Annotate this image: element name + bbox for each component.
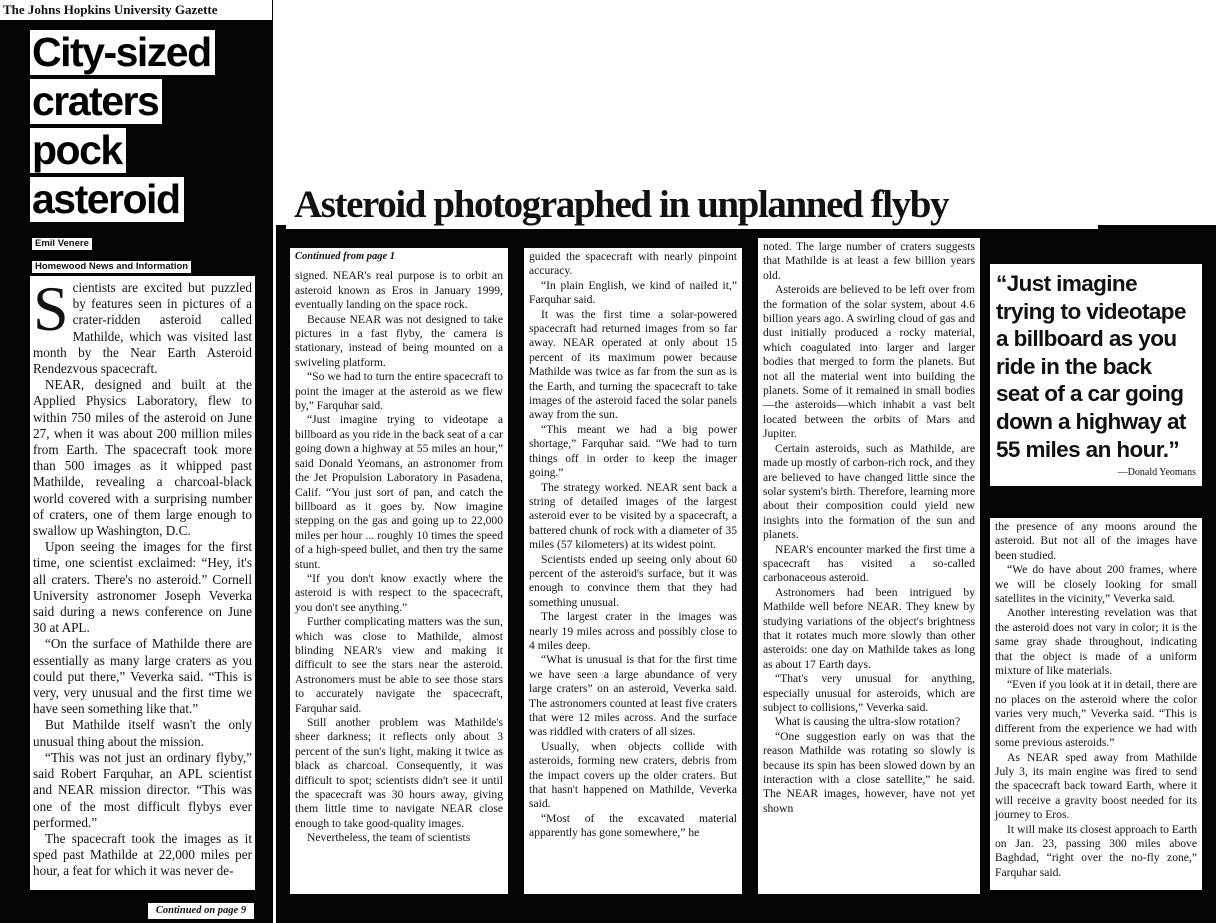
paragraph: NEAR, designed and built at the Applied Physics Laboratory, flew to within 750 miles of the asteroid on June 27, when it was about 200 million miles from Earth. The spacecraft took more than 500 images as it whipped past Mathilde, revealing a charcoal-black world covered with a surprising number of craters, one of them large enough to swallow up Washington, D.C. [33, 377, 252, 539]
paragraph: “What is unusual is that for the first time we have seen a large abundance of very large craters” on an asteroid, Veverka said. The astronomers counted at least five craters that were 12 miles across. And the surface was riddled with craters of all sizes. [529, 653, 737, 739]
paragraph: Asteroids are believed to be left over from the formation of the solar system, about 4.6 billion years ago. A swirling cloud of gas and dust initially produced a rocky material, which coagulated into larger and larger bodies that merged to form the planets. But not all the material went into building the planets. Some of it remained in small bodies—the asteroids—which inhabit a vast belt located between the orbits of Mars and Jupiter. [763, 283, 975, 441]
paragraph: Scientists ended up seeing only about 60 percent of the asteroid's surface, but it was enough to convince them that they had something unusual. [529, 552, 737, 609]
paragraph: “So we had to turn the entire spacecraft to point the imager at the asteroid as we flew by,” Farquhar said. [295, 370, 503, 413]
paragraph: Still another problem was Mathilde's sheer darkness; it reflects only about 3 percent of the sun's light, making it twice as black as charcoal. Consequently, it was difficult to spot; scientists didn't see it until the spacecraft was 30 hours away, giving them little time to navigate NEAR close enough to take good-quality images. [295, 716, 503, 830]
headline-word: craters [30, 79, 162, 124]
article-headline: Asteroid photographed in unplanned flyby [286, 181, 1098, 229]
paragraph: Nevertheless, the team of scientists [307, 831, 471, 845]
continued-from-label: Continued from page 1 [295, 251, 396, 262]
paragraph: “If you don't know exactly where the asteroid is with respect to the spacecraft, you don't see anything.” [295, 571, 503, 614]
continued-on-label[interactable]: Continued on page 9 [148, 903, 254, 919]
paragraph: “We do have about 200 frames, where we will be closely looking for small satellites in the vicinity,” Veverka said. [995, 563, 1197, 606]
paragraph: Another interesting revelation was that the asteroid does not vary in color; it is the same gray shade throughout, indicating that the object is made of a uniform mixture of like materials. [995, 606, 1197, 678]
paragraph: As NEAR sped away from Mathilde July 3, its main engine was fired to send the spacecraft back toward Earth, where it will receive a gravity boost needed for its journey to Eros. [995, 750, 1197, 822]
paragraph: It was the first time a solar-powered spacecraft had returned images from so far away. NEAR operated at only about 15 percent of its maximum power because Mathilde was twice as far from the sun as is the Earth, and turning the spacecraft to take images of the asteroid faced the solar panels away from the sun. [529, 307, 737, 422]
paragraph: Upon seeing the images for the first time, one scientist exclaimed: “Hey, it's all craters. There's no asteroid.” Cornell University astronomer Joseph Veverka said during a news conference on June 30 at APL. [33, 539, 252, 636]
paragraph: guided the spacecraft with nearly pinpoint accuracy. [529, 250, 737, 278]
paragraph: NEAR's encounter marked the first time a spacecraft has visited a so-called carbonaceous asteroid. [763, 542, 975, 585]
byline [32, 233, 262, 274]
article-column-3 [758, 238, 980, 894]
department: Homewood News and Information [32, 261, 191, 273]
paragraph: “In plain English, we kind of nailed it,” Farquhar said. [529, 278, 737, 307]
article-column-4 [990, 518, 1202, 890]
headline-word: pock [30, 128, 126, 173]
paragraph: “On the surface of Mathilde there are essentially as many large craters as you could put there,” Veverka said. “This is very, very unusual and the first time we have seen something like that.” [33, 636, 252, 717]
paragraph: “Just imagine trying to videotape a billboard as you ride in the back seat of a car going down a highway at 55 miles an hour,” said Donald Yeomans, an astronomer from the Jet Propulsion Laboratory in Pasadena, Calif. “You just sort of pan, and catch the billboard as it goes by. Now imagine stepping on the gas and going up to 22,000 miles per hour ... roughly 10 times the speed of a high-speed bullet, and then try the same stunt. [295, 413, 503, 571]
paragraph: What is causing the ultra-slow rotation? [775, 715, 961, 729]
paragraph: “This meant we had a big power shortage,” Farquhar said. “We had to turn things off in order to keep the imager going.” [529, 422, 737, 480]
lead-paragraph [33, 276, 252, 377]
author: Emil Venere [32, 238, 92, 250]
article-column-2 [524, 248, 742, 894]
paragraph: The largest crater in the images was nearly 19 miles across and possibly close to 4 miles deep. [529, 610, 737, 652]
article-column-1 [290, 248, 508, 894]
paragraph: “Most of the excavated material apparently has gone somewhere,” he [529, 811, 737, 840]
paragraph: Because NEAR was not designed to take pictures in a fast flyby, the camera is stationary, instead of being mounted on a swiveling platform. [295, 312, 503, 369]
paragraph: the presence of any moons around the asteroid. But not all of the images have been studied. [995, 520, 1197, 562]
paragraph: signed. NEAR's real purpose is to orbit an asteroid known as Eros in January 1999, eventually landing on the space rock. [295, 269, 503, 312]
headline-word: asteroid [30, 177, 184, 222]
paragraph: “One suggestion early on was that the reason Mathilde was rotating so slowly is because its spin has been slowed down by an interaction with a close satellite,” he said. The NEAR images, however, have not yet shown [763, 729, 975, 815]
pull-quote-text: “Just imagine trying to videotape a billboard as you ride in the back seat of a car going down a highway at 55 miles an hour.” [996, 271, 1186, 462]
headline-word: City-sized [30, 30, 215, 75]
masthead: The Johns Hopkins University Gazette [0, 0, 272, 20]
paragraph: “That's very unusual for anything, especially unusual for asteroids, which are subject to collisions,” Veverka said. [763, 672, 975, 714]
paragraph: The spacecraft took the images as it sped past Mathilde at 22,000 miles per hour, a feat for which it was never de- [33, 830, 252, 879]
article-top-white [276, 0, 1216, 181]
paragraph: Further complicating matters was the sun, which was close to Mathilde, almost blinding NEAR's view and making it difficult to see the stars near the asteroid. Astronomers must be able to see those stars to accurately navigate the spacecraft, Farquhar said. [295, 615, 503, 715]
paragraph: “This was not just an ordinary flyby,” said Robert Farquhar, an APL scientist and NEAR mission director. “This was one of the most difficult flybys ever performed.” [33, 749, 252, 830]
paragraph: Astronomers had been intrigued by Mathilde well before NEAR. They knew by studying variations of the object's brightness that it rotates much more slowly than other asteroids: one day on Mathilde takes as long as about 17 Earth days. [763, 585, 975, 671]
sidebar-article-column [30, 276, 255, 890]
pull-quote-attribution: —Donald Yeomans [1117, 467, 1196, 479]
paragraph: “Even if you look at it in detail, there are no places on the asteroid where the color varies very much,” Veverka said. “This is different from the experience we had with some previous asteroids.” [995, 678, 1197, 750]
paragraph: Usually, when objects collide with asteroids, forming new craters, debris from the impact covers up the older craters. But that hasn't happened on Mathilde, Veverka said. [529, 739, 737, 811]
paragraph: Certain asteroids, such as Mathilde, are made up mostly of carbon-rich rock, and they are believed to have changed little since the solar system's birth. Therefore, learning more about their composition could yield new insights into the formation of the sun and planets. [763, 441, 975, 542]
lead-text: cientists are excited but puzzled by features seen in pictures of a crater-ridden asteroid called Mathilde, which was visited last month by the Near Earth Asteroid Rendezvous spacecraft. [33, 280, 252, 377]
drop-cap: S [33, 276, 69, 344]
sidebar-headline [30, 28, 270, 224]
paragraph: noted. The large number of craters suggests that Mathilde is at least a few billion years old. [763, 240, 975, 282]
pull-quote-box [990, 264, 1202, 486]
paragraph: It will make its closest approach to Earth on Jan. 23, passing 300 miles above Baghdad, “right over the no-fly zone,” Farquhar said. [995, 822, 1197, 879]
paragraph: The strategy worked. NEAR sent back a string of detailed images of the largest asteroid ever to be visited by a spacecraft, a battered chunk of rock with a diameter of 35 miles (57 kilometers) at its widest point. [529, 480, 737, 552]
paragraph: But Mathilde itself wasn't the only unusual thing about the mission. [33, 717, 252, 749]
